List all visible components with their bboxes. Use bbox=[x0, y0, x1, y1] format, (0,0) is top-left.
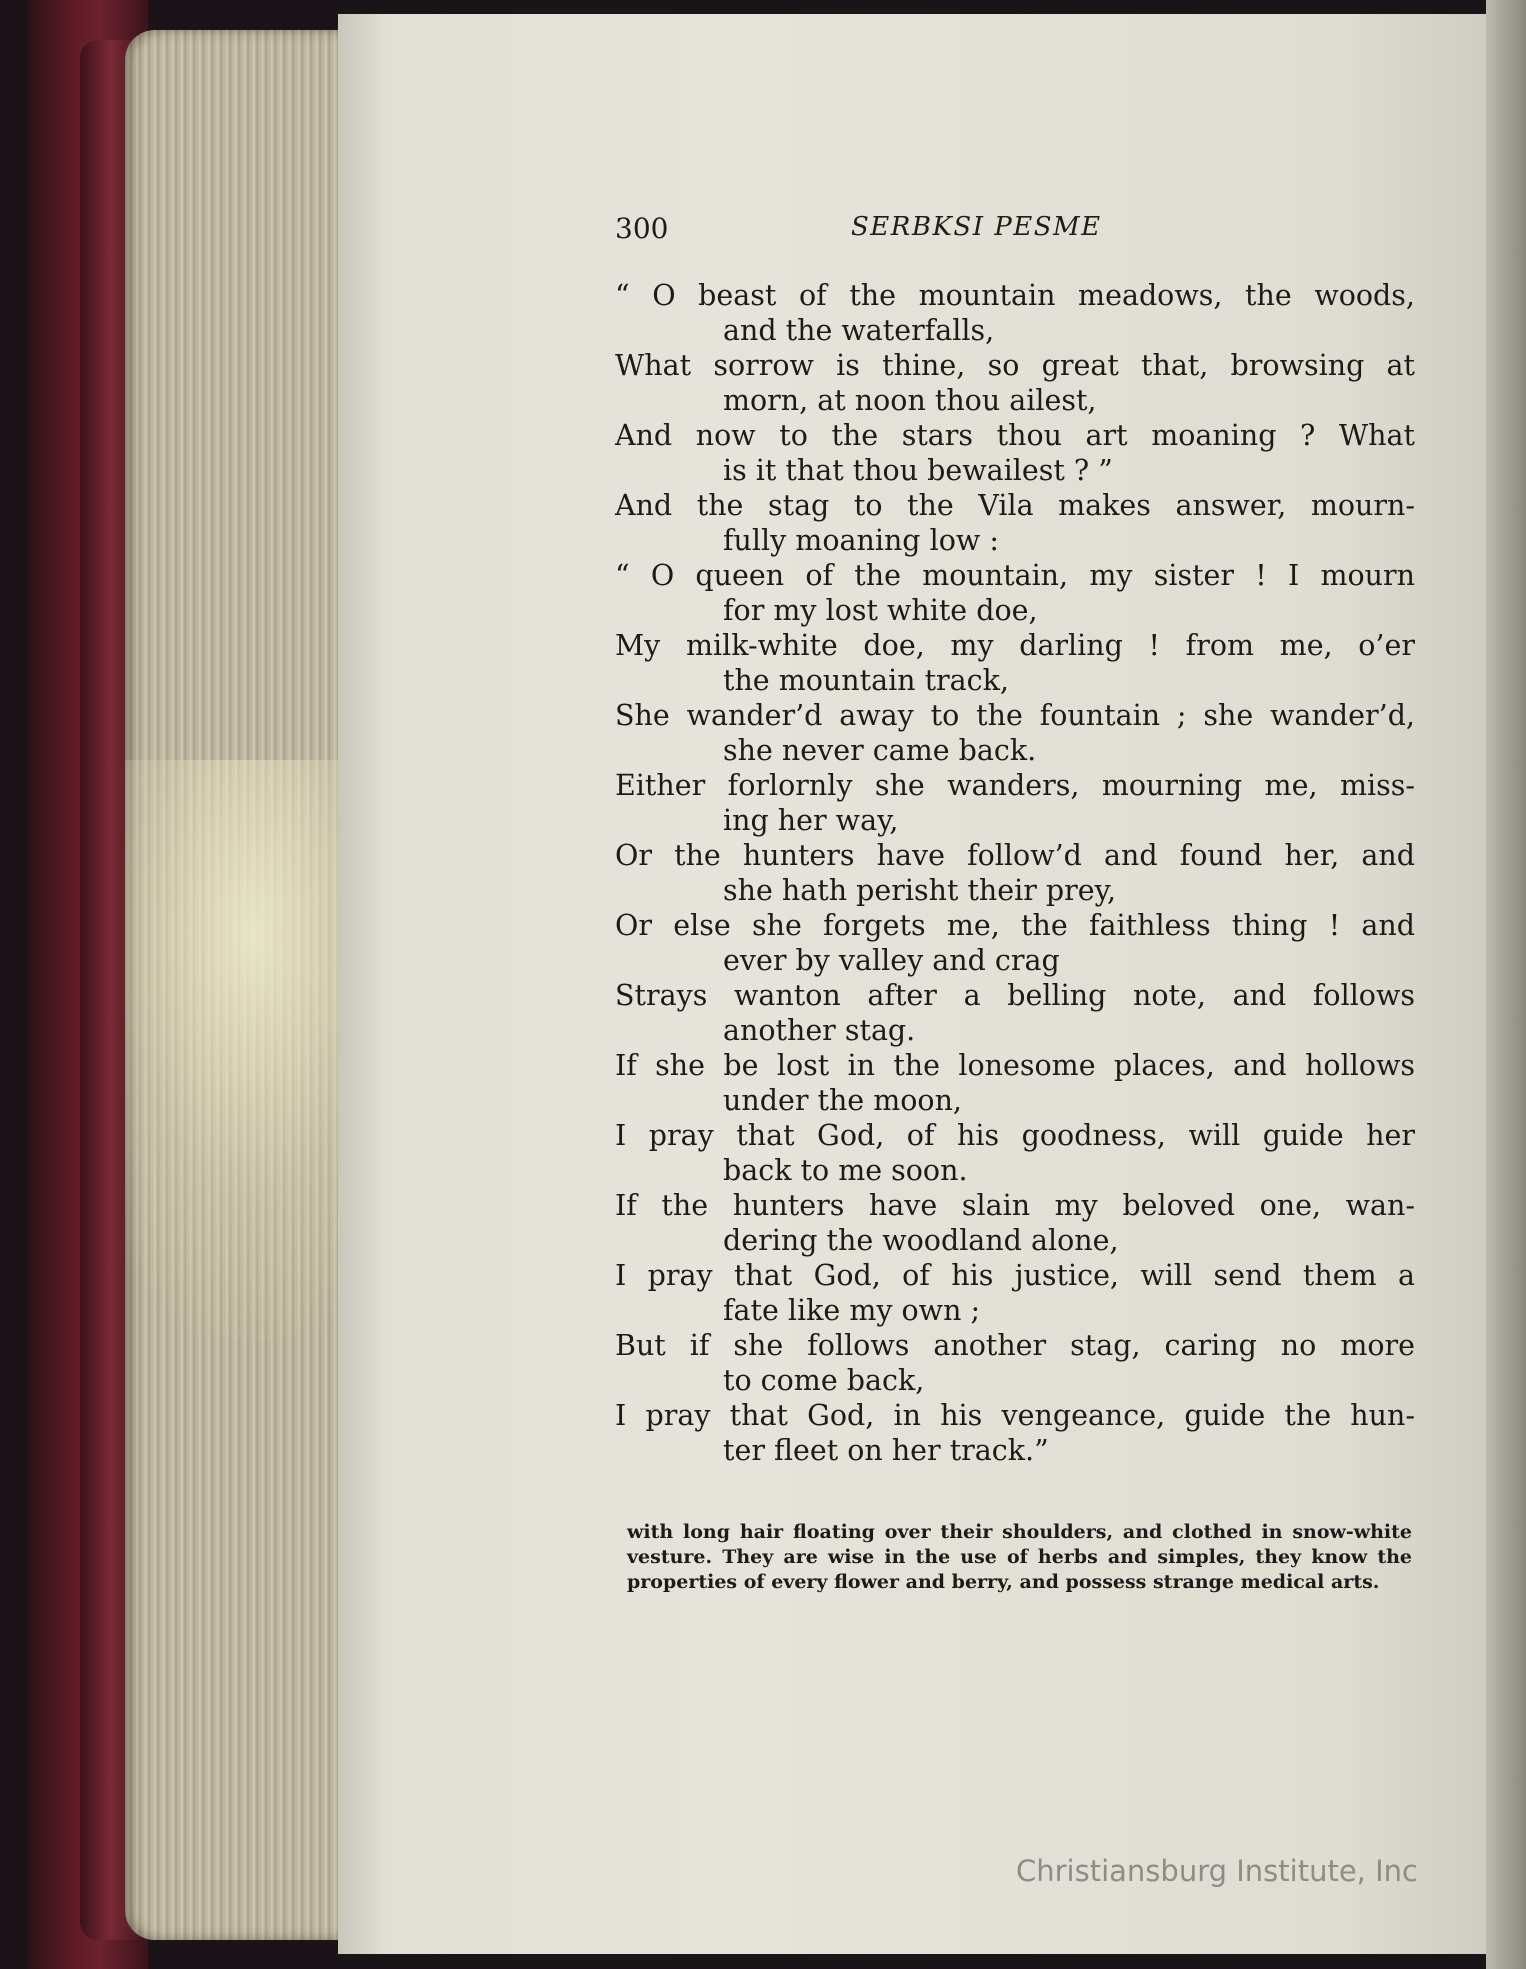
poem-line bbox=[615, 838, 1415, 908]
poem-line-continuation: back to me soon. bbox=[723, 1154, 968, 1187]
poem-line-start: And now to the stars thou art moaning ? What bbox=[615, 419, 1415, 452]
poem-line bbox=[615, 418, 1415, 488]
poem-line-start: My milk-white doe, my darling ! from me, o’er bbox=[615, 629, 1415, 662]
poem-line-start: “ O beast of the mountain meadows, the woods, bbox=[615, 279, 1415, 312]
poem-line-start: Or else she forgets me, the faithless thing ! and bbox=[615, 909, 1415, 942]
poem-line-start: “ O queen of the mountain, my sister ! I mourn bbox=[615, 559, 1415, 592]
poem-line-start: I pray that God, of his justice, will send them a bbox=[615, 1259, 1415, 1292]
poem-line-start: If the hunters have slain my beloved one, wan- bbox=[615, 1189, 1415, 1222]
poem-line-start: Or the hunters have follow’d and found her, and bbox=[615, 839, 1415, 872]
poem-line bbox=[615, 1188, 1415, 1258]
poem-line-start: I pray that God, in his vengeance, guide the hun- bbox=[615, 1399, 1415, 1432]
watermark: Christiansburg Institute, Inc bbox=[1016, 1854, 1418, 1888]
poem-line-continuation: another stag. bbox=[723, 1014, 916, 1047]
running-title: SERBKSI PESME bbox=[851, 212, 1102, 242]
poem-line bbox=[615, 1118, 1415, 1188]
poem-line bbox=[615, 348, 1415, 418]
poem-line-continuation: and the waterfalls, bbox=[723, 314, 995, 347]
poem-line-continuation: is it that thou bewailest ? ” bbox=[723, 454, 1113, 487]
poem-line bbox=[615, 768, 1415, 838]
poem-line bbox=[615, 628, 1415, 698]
poem-line bbox=[615, 1398, 1415, 1468]
poem-line-start: What sorrow is thine, so great that, browsing at bbox=[615, 349, 1415, 382]
poem-line bbox=[615, 558, 1415, 628]
poem-line bbox=[615, 978, 1415, 1048]
poem-line bbox=[615, 698, 1415, 768]
poem-line-continuation: for my lost white doe, bbox=[723, 594, 1038, 627]
running-head bbox=[615, 212, 1405, 252]
poem-line-start: If she be lost in the lonesome places, and hollows bbox=[615, 1049, 1415, 1082]
poem-line bbox=[615, 1328, 1415, 1398]
poem-line-start: Strays wanton after a belling note, and follows bbox=[615, 979, 1415, 1012]
poem-line-continuation: ter fleet on her track.” bbox=[723, 1434, 1049, 1467]
poem-line-continuation: fate like my own ; bbox=[723, 1294, 981, 1327]
poem-line-continuation: ing her way, bbox=[723, 804, 899, 837]
poem-line-start: But if she follows another stag, caring no more bbox=[615, 1329, 1415, 1362]
page-right-edge bbox=[1486, 0, 1526, 1969]
poem-line-continuation: she never came back. bbox=[723, 734, 1037, 767]
poem-text bbox=[615, 278, 1415, 1468]
poem-line-continuation: fully moaning low : bbox=[723, 524, 999, 557]
poem-line-continuation: she hath perisht their prey, bbox=[723, 874, 1117, 907]
poem-line bbox=[615, 1048, 1415, 1118]
poem-line-start: I pray that God, of his goodness, will guide her bbox=[615, 1119, 1415, 1152]
poem-line bbox=[615, 908, 1415, 978]
poem-line-start: And the stag to the Vila makes answer, mourn- bbox=[615, 489, 1415, 522]
poem-line bbox=[615, 488, 1415, 558]
poem-line-continuation: morn, at noon thou ailest, bbox=[723, 384, 1097, 417]
poem-line-continuation: the mountain track, bbox=[723, 664, 1009, 697]
poem-line bbox=[615, 1258, 1415, 1328]
page-number: 300 bbox=[615, 212, 669, 245]
poem-line bbox=[615, 278, 1415, 348]
poem-line-start: She wander’d away to the fountain ; she wander’d, bbox=[615, 699, 1415, 732]
poem-line-continuation: ever by valley and crag bbox=[723, 944, 1060, 977]
poem-line-start: Either forlornly she wanders, mourning me, miss- bbox=[615, 769, 1415, 802]
footnote: with long hair floating over their shoulders, and clothed in snow-white vesture. They are wise in the use of herbs and simples, they know the properties of every flower and berry, and possess strange medical arts. bbox=[627, 1521, 1412, 1593]
poem-line-continuation: to come back, bbox=[723, 1364, 925, 1397]
poem-line-continuation: under the moon, bbox=[723, 1084, 962, 1117]
poem-line-continuation: dering the woodland alone, bbox=[723, 1224, 1119, 1257]
